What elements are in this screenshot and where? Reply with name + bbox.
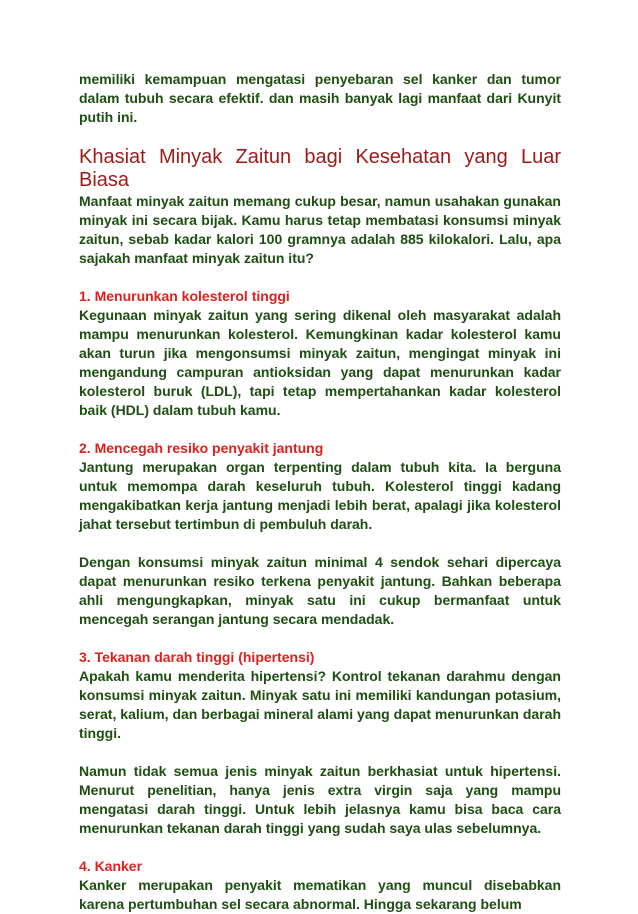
section-3-paragraph-2: Namun tidak semua jenis minyak zaitun berkhasiat untuk hipertensi. Menurut penelitian, hanya jenis extra virgin saja yang mampu mengatasi darah tinggi. Untuk lebih jelasnya kamu bisa baca cara menurunkan tekanan darah tinggi yang sudah saya ulas sebelumnya. [79,763,561,836]
section-heading-4: 4. Kanker [79,858,143,874]
section-heading-2: 2. Mencegah resiko penyakit jantung [79,440,324,456]
article-lead: Manfaat minyak zaitun memang cukup besar, namun usahakan gunakan minyak ini secara bijak. Kamu harus tetap membatasi konsumsi minyak zaitun, sebab kadar kalori 100 gramnya adalah 885 kilokalori. Lalu, apa sajakah manfaat minyak zaitun itu? [79,193,561,266]
section-heading-3: 3. Tekanan darah tinggi (hipertensi) [79,649,315,665]
section-2-paragraph-2: Dengan konsumsi minyak zaitun minimal 4 sendok sehari dipercaya dapat menurunkan resiko terkena penyakit jantung. Bahkan beberapa ahli mengungkapkan, minyak satu ini cukup bermanfaat untuk mencegah serangan jantung secara mendadak. [79,554,561,627]
section-heading-1: 1. Menurunkan kolesterol tinggi [79,288,290,304]
article-title: Khasiat Minyak Zaitun bagi Kesehatan yang Luar Biasa [79,146,561,191]
section-2-paragraph-1: Jantung merupakan organ terpenting dalam tubuh kita. Ia berguna untuk memompa darah keseluruh tubuh. Kolesterol tinggi kadang mengakibatkan kerja jantung menjadi lebih berat, apalagi jika kolesterol jahat tersebut tertimbun di pembuluh darah. [79,459,561,532]
section-1-paragraph-1: Kegunaan minyak zaitun yang sering dikenal oleh masyarakat adalah mampu menurunkan kolesterol. Kemungkinan kadar kolesterol kamu akan turun jika mengonsumsi minyak zaitun, mengingat minyak ini mengandung campuran antioksidan yang dapat menurunkan kadar kolesterol buruk (LDL), tapi tetap mempertahankan kadar kolesterol baik (HDL) dalam tubuh kamu. [79,307,561,418]
document-page [79,70,561,914]
intro-paragraph: memiliki kemampuan mengatasi penyebaran sel kanker dan tumor dalam tubuh secara efektif. dan masih banyak lagi manfaat dari Kunyit putih ini. [79,71,561,125]
section-4-paragraph-1: Kanker merupakan penyakit mematikan yang muncul disebabkan karena pertumbuhan sel secara abnormal. Hingga sekarang belum [79,877,561,912]
section-3-paragraph-1: Apakah kamu menderita hipertensi? Kontrol tekanan darahmu dengan konsumsi minyak zaitun. Minyak satu ini memiliki kandungan potasium, serat, kalium, dan berbagai mineral alami yang dapat menurunkan darah tinggi. [79,668,561,741]
